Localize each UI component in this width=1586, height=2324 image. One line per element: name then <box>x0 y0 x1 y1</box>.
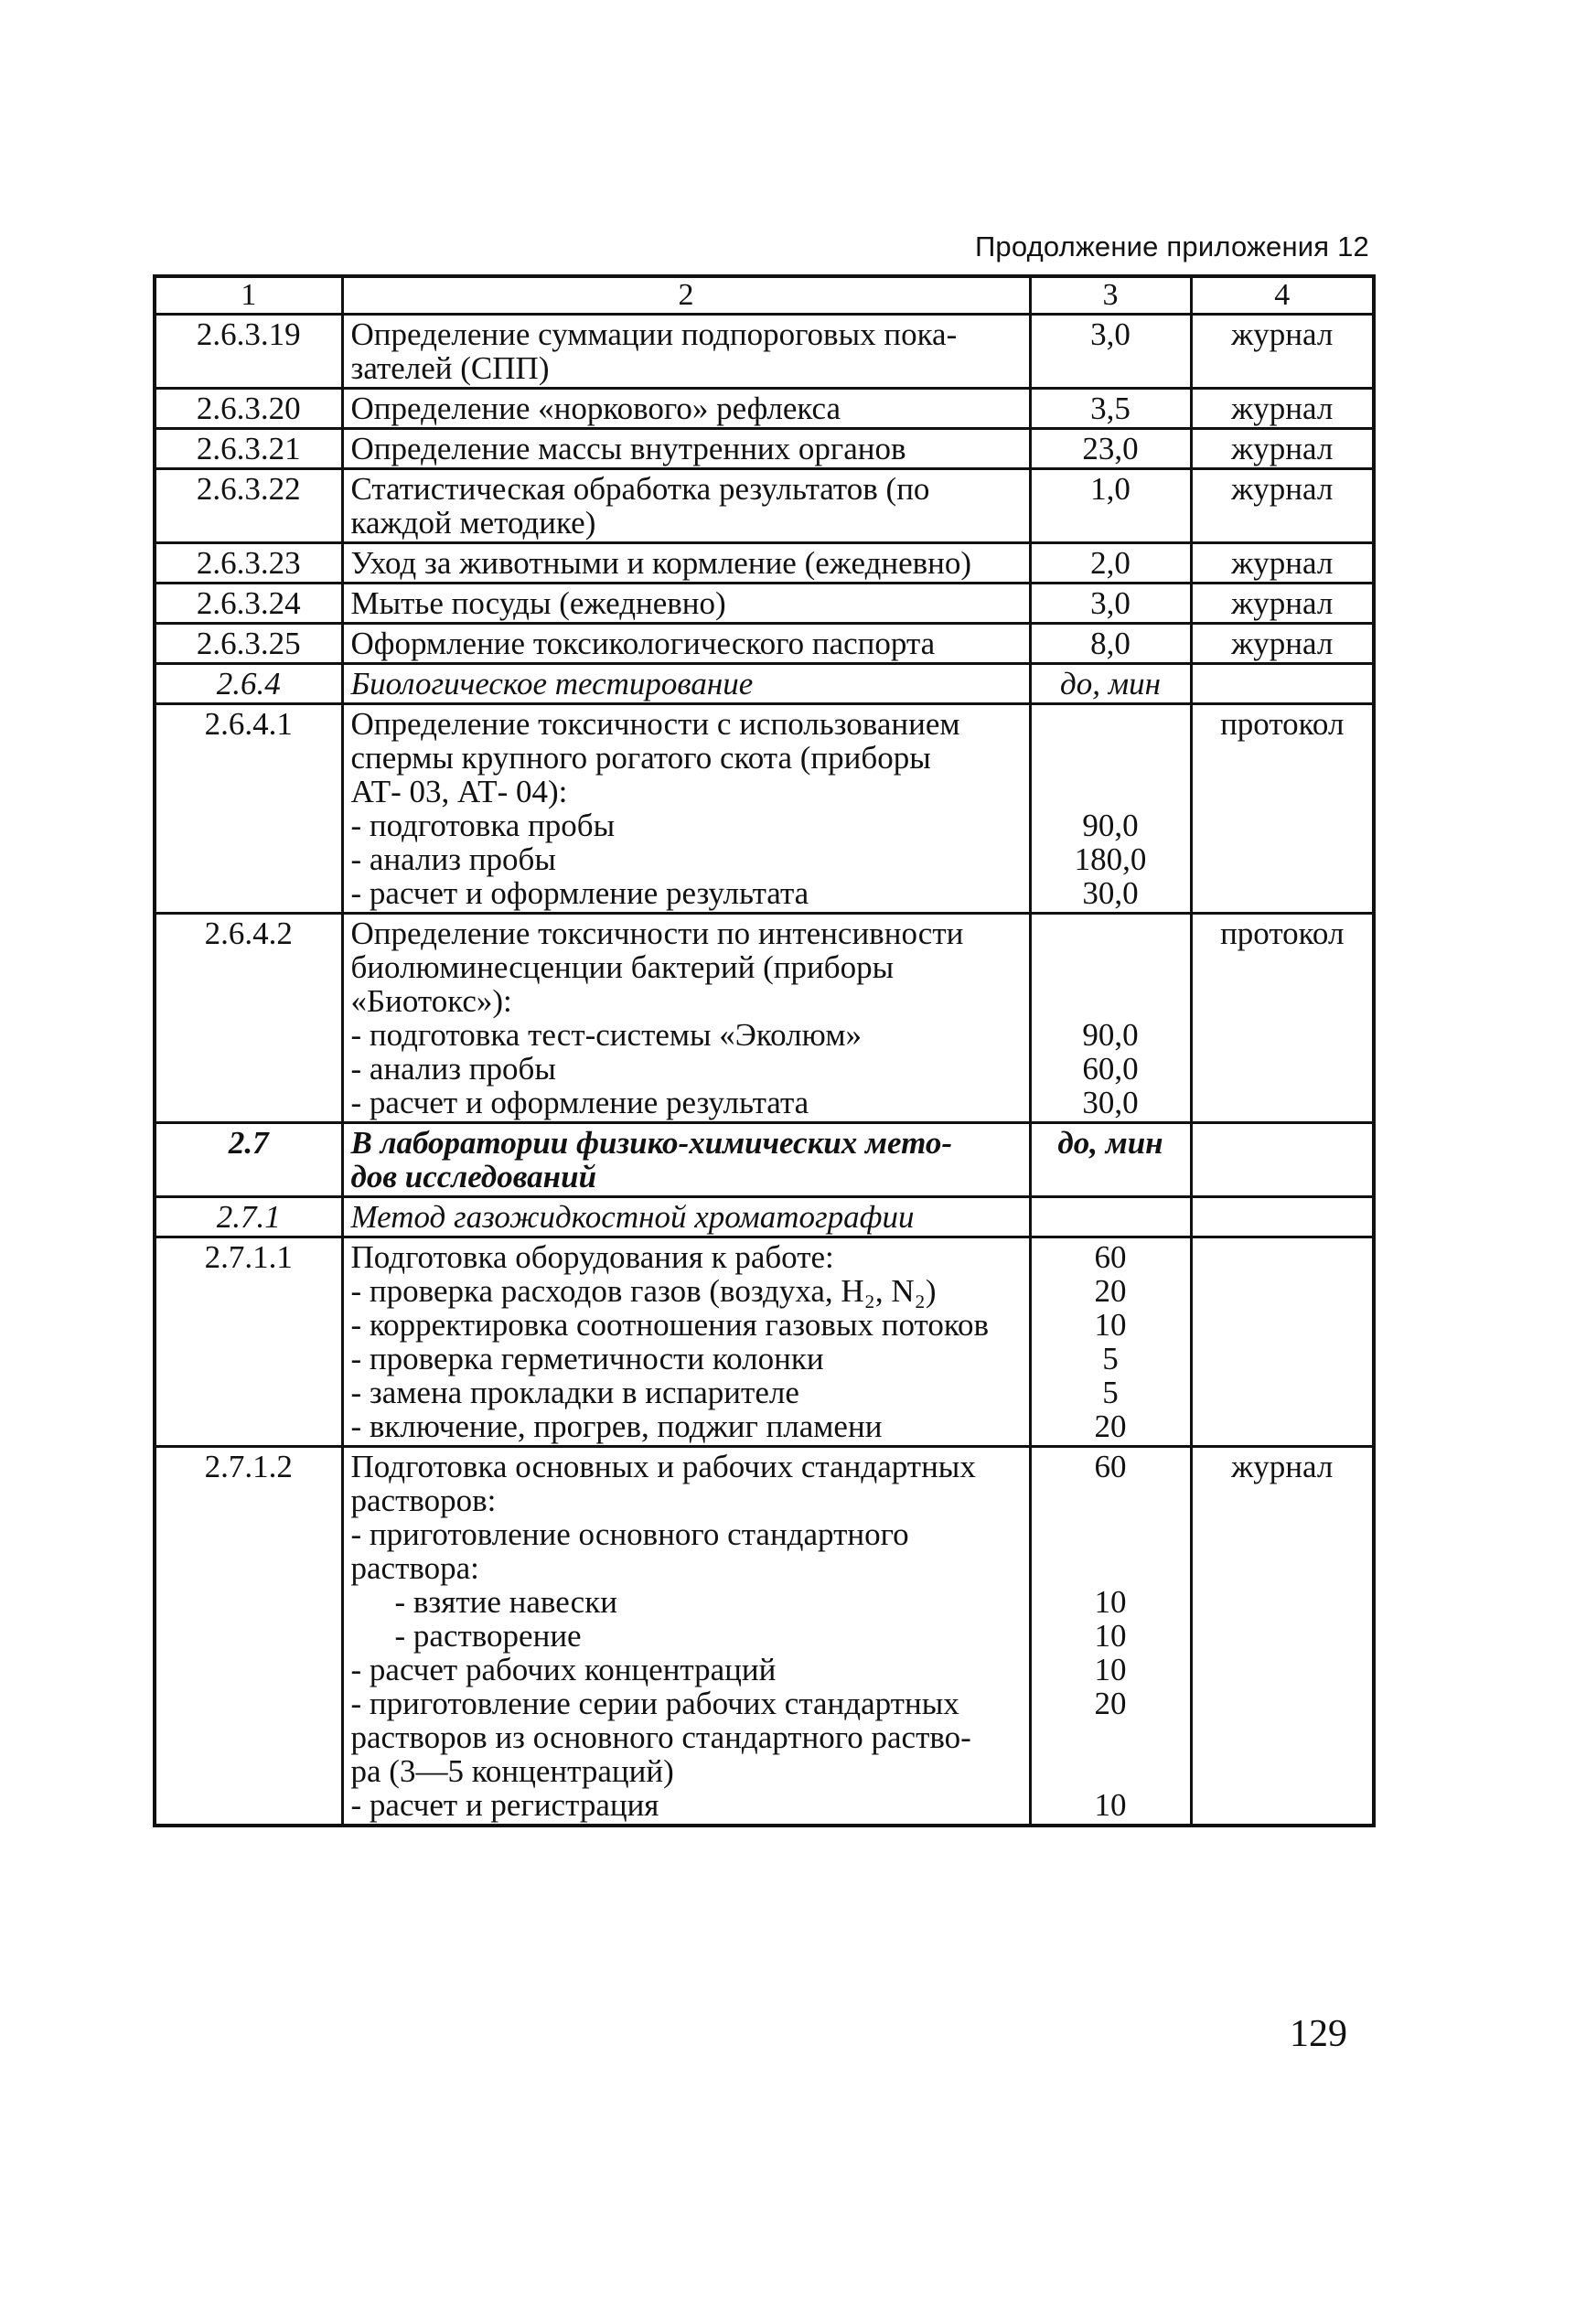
time-value: до, мин <box>1057 1125 1163 1161</box>
item-number: 2.6.4.1 <box>155 704 342 914</box>
item-number: 2.6.3.20 <box>155 389 342 429</box>
table-row <box>155 389 1374 429</box>
item-number: 2.6.4.2 <box>155 914 342 1123</box>
column-number: 3 <box>1030 276 1191 315</box>
record-document: протокол <box>1191 914 1374 1123</box>
time-value: 90,0 <box>1082 808 1139 843</box>
item-description <box>342 704 1030 914</box>
record-document: журнал <box>1191 315 1374 389</box>
time-norm <box>1030 543 1191 584</box>
item-number: 2.6.3.19 <box>155 315 342 389</box>
time-value <box>1039 775 1183 809</box>
record-document: журнал <box>1191 584 1374 624</box>
item-description <box>342 469 1030 543</box>
time-value <box>1039 1551 1183 1585</box>
description-line: дов исследований <box>350 1159 597 1194</box>
time-value: 10 <box>1094 1787 1127 1823</box>
record-document: журнал <box>1191 1447 1374 1826</box>
table-row <box>155 1197 1374 1237</box>
record-document: журнал <box>1191 624 1374 664</box>
table-row <box>155 469 1374 543</box>
table-row <box>155 584 1374 624</box>
time-value: 60,0 <box>1082 1051 1139 1087</box>
record-document <box>1191 1237 1374 1447</box>
description-line: - подготовка тест-системы «Эколюм» <box>350 1017 862 1053</box>
time-norm <box>1030 914 1191 1123</box>
item-number: 2.7.1 <box>155 1197 342 1237</box>
description-line: Определение токсичности с использованием <box>350 706 960 742</box>
record-document <box>1191 1197 1374 1237</box>
description-line: Уход за животными и кормление (ежедневно) <box>350 545 972 581</box>
description-line: - подготовка пробы <box>350 808 616 843</box>
record-document: протокол <box>1191 704 1374 914</box>
description-line: Мытье посуды (ежедневно) <box>350 585 726 621</box>
column-number-row <box>155 276 1374 315</box>
description-line: - расчет и регистрация <box>350 1787 659 1823</box>
description-line: В лаборатории физико-химических мето- <box>350 1125 953 1161</box>
time-norm <box>1030 469 1191 543</box>
description-line: - расчет и оформление результата <box>350 875 809 911</box>
description-line: спермы крупного рогатого скота (приборы <box>350 740 931 776</box>
description-line: - приготовление серии рабочих стандартных <box>350 1686 959 1721</box>
description-line: - приготовление основного стандартного <box>350 1516 909 1552</box>
time-value: 10 <box>1094 1618 1127 1654</box>
table-row <box>155 664 1374 704</box>
time-value <box>1039 984 1183 1018</box>
item-description <box>342 1237 1030 1447</box>
time-value: 30,0 <box>1082 875 1139 911</box>
table-row <box>155 1123 1374 1197</box>
column-number: 2 <box>342 276 1030 315</box>
description-line: растворов: <box>350 1483 497 1518</box>
time-norm <box>1030 584 1191 624</box>
description-line: Подготовка оборудования к работе: <box>350 1239 834 1275</box>
table-row <box>155 429 1374 469</box>
description-line: Биологическое тестирование <box>350 666 754 701</box>
description-line: Определение массы внутренних органов <box>350 431 906 466</box>
time-value: 3,0 <box>1090 316 1131 352</box>
time-value: 10 <box>1094 1652 1127 1687</box>
item-number: 2.6.3.24 <box>155 584 342 624</box>
record-document: журнал <box>1191 389 1374 429</box>
description-line: Подготовка основных и рабочих стандартных <box>350 1449 976 1484</box>
time-value <box>1039 916 1183 950</box>
item-number: 2.7 <box>155 1123 342 1197</box>
time-value: 3,5 <box>1090 391 1131 426</box>
time-value: 20 <box>1094 1408 1127 1444</box>
appendix-table <box>153 274 1376 1827</box>
time-value: 8,0 <box>1090 626 1131 661</box>
table-row <box>155 1237 1374 1447</box>
time-norm <box>1030 704 1191 914</box>
item-description <box>342 429 1030 469</box>
time-value: 10 <box>1094 1307 1127 1343</box>
time-value: 20 <box>1094 1686 1127 1721</box>
table-row <box>155 543 1374 584</box>
time-value: 2,0 <box>1090 545 1131 581</box>
time-value: 1,0 <box>1090 471 1131 507</box>
time-value <box>1039 1754 1183 1788</box>
item-description <box>342 1197 1030 1237</box>
item-number: 2.6.4 <box>155 664 342 704</box>
time-value <box>1039 1720 1183 1754</box>
item-description <box>342 664 1030 704</box>
description-line: каждой методике) <box>350 505 596 541</box>
description-line: растворов из основного стандартного раство- <box>350 1719 971 1755</box>
time-value: до, мин <box>1060 666 1161 701</box>
table-row <box>155 914 1374 1123</box>
time-norm <box>1030 1237 1191 1447</box>
item-description <box>342 315 1030 389</box>
description-line: АТ- 03, АТ- 04): <box>350 774 568 809</box>
description-line: Оформление токсикологического паспорта <box>350 626 936 661</box>
time-value <box>1039 707 1183 741</box>
item-description <box>342 1123 1030 1197</box>
table-row <box>155 624 1374 664</box>
item-number: 2.6.3.22 <box>155 469 342 543</box>
description-line: «Биотокс»): <box>350 983 512 1019</box>
continuation-note: Продолжение приложения 12 <box>974 230 1369 262</box>
time-value <box>1039 741 1183 775</box>
item-description <box>342 624 1030 664</box>
description-line: ра (3—5 концентраций) <box>350 1753 674 1789</box>
table-row <box>155 1447 1374 1826</box>
description-line: - взятие навески <box>394 1584 617 1620</box>
column-number: 1 <box>155 276 342 315</box>
column-number: 4 <box>1191 276 1374 315</box>
description-line: - корректировка соотношения газовых потоков <box>350 1307 990 1343</box>
time-value: 180,0 <box>1074 841 1147 877</box>
item-number: 2.6.3.23 <box>155 543 342 584</box>
description-line: - анализ пробы <box>350 1051 556 1087</box>
description-line: зателей (СПП) <box>350 350 550 386</box>
time-norm <box>1030 429 1191 469</box>
description-line: биолюминесценции бактерий (приборы <box>350 949 895 985</box>
time-norm <box>1030 315 1191 389</box>
description-line: Определение суммации подпороговых пока- <box>350 316 958 352</box>
time-value: 90,0 <box>1082 1017 1139 1053</box>
description-line: - проверка расходов газов (воздуха, H₂, N₂) <box>350 1273 937 1309</box>
record-document <box>1191 1123 1374 1197</box>
description-line: - растворение <box>394 1618 582 1654</box>
description-line: Определение токсичности по интенсивности <box>350 916 964 951</box>
description-line: раствора: <box>350 1550 479 1586</box>
time-value: 5 <box>1102 1341 1119 1376</box>
time-norm <box>1030 624 1191 664</box>
description-line: - анализ пробы <box>350 841 556 877</box>
item-number: 2.6.3.21 <box>155 429 342 469</box>
item-description <box>342 543 1030 584</box>
description-line: - замена прокладки в испарителе <box>350 1375 799 1410</box>
time-value <box>1039 1483 1183 1517</box>
item-number: 2.7.1.2 <box>155 1447 342 1826</box>
item-description <box>342 389 1030 429</box>
description-line: Статистическая обработка результатов (по <box>350 471 930 507</box>
time-value <box>1039 950 1183 984</box>
time-value: 10 <box>1094 1584 1127 1620</box>
time-value: 5 <box>1102 1375 1119 1410</box>
time-value: 23,0 <box>1082 431 1139 466</box>
time-norm <box>1030 1123 1191 1197</box>
time-norm <box>1030 664 1191 704</box>
item-number: 2.7.1.1 <box>155 1237 342 1447</box>
description-line: - включение, прогрев, поджиг пламени <box>350 1408 883 1444</box>
item-description <box>342 1447 1030 1826</box>
description-line: - проверка герметичности колонки <box>350 1341 824 1376</box>
time-value <box>1039 1200 1183 1234</box>
time-norm <box>1030 389 1191 429</box>
record-document: журнал <box>1191 429 1374 469</box>
description-line: Определение «норкового» рефлекса <box>350 391 841 426</box>
record-document <box>1191 664 1374 704</box>
time-value: 60 <box>1094 1449 1127 1484</box>
time-value: 60 <box>1094 1239 1127 1275</box>
record-document: журнал <box>1191 469 1374 543</box>
description-line: - расчет рабочих концентраций <box>350 1652 777 1687</box>
item-number: 2.6.3.25 <box>155 624 342 664</box>
time-value: 20 <box>1094 1273 1127 1309</box>
description-line: Метод газожидкостной хроматографии <box>350 1199 915 1235</box>
time-value <box>1039 1517 1183 1551</box>
item-description <box>342 914 1030 1123</box>
item-description <box>342 584 1030 624</box>
record-document: журнал <box>1191 543 1374 584</box>
description-line: - расчет и оформление результата <box>350 1085 809 1120</box>
time-value: 30,0 <box>1082 1085 1139 1120</box>
table-row <box>155 704 1374 914</box>
time-value: 3,0 <box>1090 585 1131 621</box>
page-number: 129 <box>1290 2013 1347 2055</box>
time-norm <box>1030 1447 1191 1826</box>
time-norm <box>1030 1197 1191 1237</box>
table-row <box>155 315 1374 389</box>
